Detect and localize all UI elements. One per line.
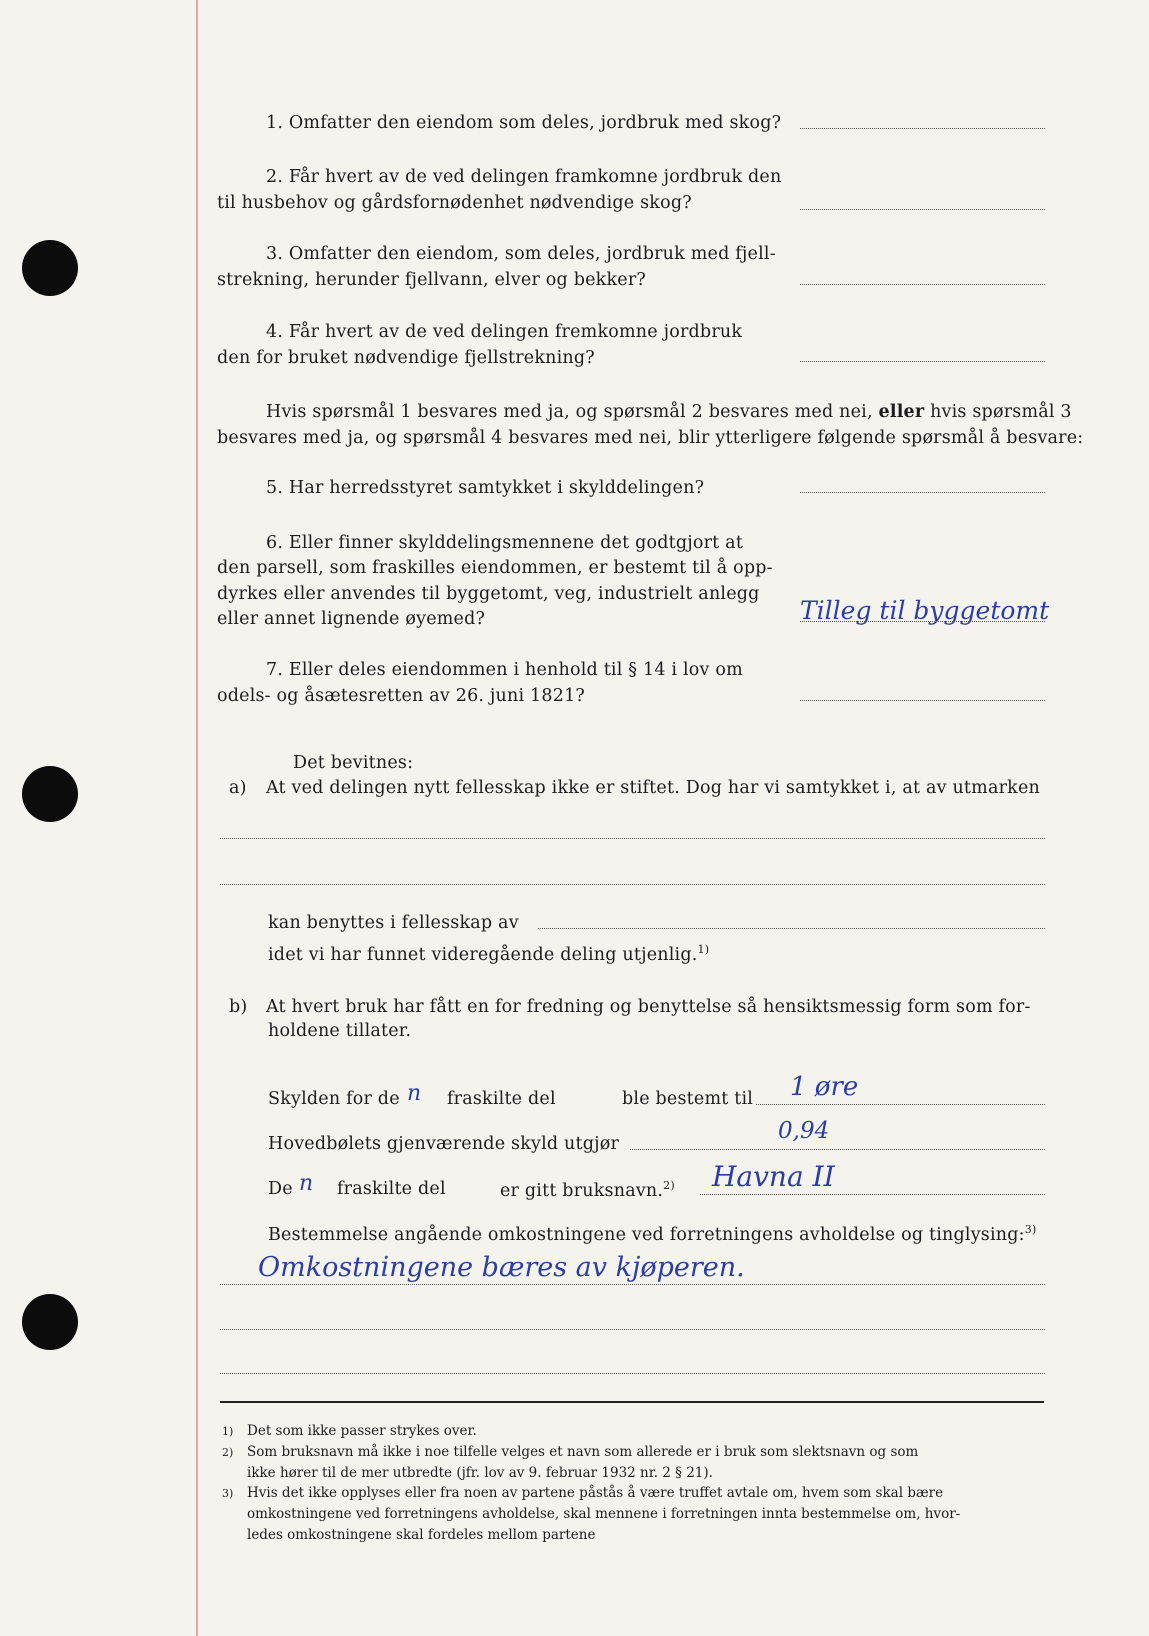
margin-line <box>196 0 198 1636</box>
question-3-line-2: strekning, herunder fjellvann, elver og bekker? <box>217 270 646 290</box>
answer-line-4[interactable] <box>800 361 1045 362</box>
division-found-label: idet vi har funnet videregående deling utjenlig. <box>268 944 698 965</box>
bruk-line[interactable] <box>700 1194 1045 1195</box>
utmark-line-1[interactable] <box>220 838 1045 839</box>
skyld-label-1: Skylden for de <box>268 1089 400 1109</box>
footnote-ref-1: 1) <box>697 943 710 956</box>
bestem-line-1[interactable] <box>220 1284 1045 1285</box>
answer-line-6[interactable] <box>800 621 1045 622</box>
skyld-value: 1 øre <box>790 1072 859 1102</box>
certify-a-label: a) <box>229 778 247 798</box>
footnote-1-mark: 1) <box>222 1425 234 1438</box>
question-2-line-1: 2. Får hvert av de ved delingen framkomne jordbruk den <box>266 167 782 187</box>
footnote-ref-2: 2) <box>663 1179 675 1192</box>
answer-line-7[interactable] <box>800 700 1045 701</box>
question-6-handwritten-answer: Tilleg til byggetomt <box>800 596 1050 625</box>
answer-line-3[interactable] <box>800 284 1045 285</box>
footnote-2-line-2: ikke hører til de mer utbredte (jfr. lov av 9. februar 1932 nr. 2 § 21). <box>247 1465 713 1481</box>
bruk-handwritten-n: n <box>299 1171 314 1196</box>
question-6-line-2: den parsell, som fraskilles eiendommen, er bestemt til å opp- <box>217 558 773 578</box>
question-4-line-1: 4. Får hvert av de ved delingen fremkomne jordbruk <box>266 322 743 342</box>
skyld-label-3: ble bestemt til <box>622 1089 754 1109</box>
bestem-value: Omkostningene bæres av kjøperen. <box>258 1252 745 1283</box>
bruk-label-3 <box>500 1179 675 1201</box>
condition-line-1 <box>266 402 1072 422</box>
footnote-2-mark: 2) <box>222 1446 234 1459</box>
footnote-3-mark: 3) <box>222 1487 234 1500</box>
bestem-label <box>268 1223 1036 1245</box>
certify-b-line-2: holdene tillater. <box>268 1021 412 1041</box>
question-7-line-2: odels- og åsætesretten av 26. juni 1821? <box>217 686 585 706</box>
footnote-3-line-1: Hvis det ikke opplyses eller fra noen av partene påstås å være truffet avtale om, hvem som skal bære <box>247 1485 944 1501</box>
question-3-line-1: 3. Omfatter den eiendom, som deles, jordbruk med fjell- <box>266 244 776 264</box>
utmark-line-2[interactable] <box>220 884 1045 885</box>
answer-line-5[interactable] <box>800 492 1045 493</box>
hoved-value: 0,94 <box>778 1118 830 1144</box>
question-4-line-2: den for bruket nødvendige fjellstrekning? <box>217 348 595 368</box>
footnote-1-line-1: Det som ikke passer strykes over. <box>247 1423 477 1439</box>
question-6-line-4: eller annet lignende øyemed? <box>217 609 486 629</box>
common-use-line[interactable] <box>538 928 1045 929</box>
condition-pre: Hvis spørsmål 1 besvares med ja, og spørsmål 2 besvares med nei, <box>266 402 873 422</box>
certify-heading: Det bevitnes: <box>293 753 414 773</box>
skyld-handwritten-n: n <box>407 1081 422 1106</box>
punch-hole-bottom <box>22 1294 78 1350</box>
question-6-line-1: 6. Eller finner skylddelingsmennene det godtgjort at <box>266 533 744 553</box>
bestem-label-text: Bestemmelse angående omkostningene ved forretningens avholdelse og tinglysing: <box>268 1224 1025 1245</box>
bestem-line-3[interactable] <box>220 1373 1045 1374</box>
certify-b-line-1: At hvert bruk har fått en for fredning og benyttelse så hensiktsmessig form som for- <box>266 997 1031 1017</box>
condition-post: hvis spørsmål 3 <box>930 402 1072 422</box>
hoved-line[interactable] <box>630 1149 1045 1150</box>
footnote-2-line-1: Som bruksnavn må ikke i noe tilfelle velges et navn som allerede er i bruk som slektsnavn og som <box>247 1444 919 1460</box>
division-found-text <box>268 943 709 965</box>
footnote-separator <box>220 1401 1044 1403</box>
skyld-label-2: fraskilte del <box>447 1089 556 1109</box>
footnote-3-line-3: ledes omkostningene skal fordeles mellom partene <box>247 1527 596 1543</box>
hoved-label: Hovedbølets gjenværende skyld utgjør <box>268 1134 620 1154</box>
certify-a-text: At ved delingen nytt fellesskap ikke er stiftet. Dog har vi samtykket i, at av utmarken <box>266 778 1040 798</box>
certify-b-label: b) <box>229 997 248 1017</box>
question-6-line-3: dyrkes eller anvendes til byggetomt, veg, industrielt anlegg <box>217 584 760 604</box>
bruk-value: Havna II <box>712 1160 835 1193</box>
question-1: 1. Omfatter den eiendom som deles, jordbruk med skog? <box>266 113 782 133</box>
bruk-label-2: fraskilte del <box>337 1179 446 1199</box>
condition-line-2: besvares med ja, og spørsmål 4 besvares med nei, blir ytterligere følgende spørsmål å besvare: <box>217 428 1084 448</box>
condition-bold: eller <box>878 402 925 422</box>
question-2-line-2: til husbehov og gårdsfornødenhet nødvendige skog? <box>217 193 692 213</box>
footnote-3-line-2: omkostningene ved forretningens avholdelse, skal mennene i forretningen innta bestemmelse om, hvor- <box>247 1506 961 1522</box>
question-7-line-1: 7. Eller deles eiendommen i henhold til § 14 i lov om <box>266 660 743 680</box>
question-5: 5. Har herredsstyret samtykket i skylddelingen? <box>266 478 705 498</box>
bestem-line-2[interactable] <box>220 1329 1045 1330</box>
answer-line-1[interactable] <box>800 128 1045 129</box>
answer-line-2[interactable] <box>800 209 1045 210</box>
punch-hole-middle <box>22 766 78 822</box>
common-use-label: kan benyttes i fellesskap av <box>268 913 519 933</box>
punch-hole-top <box>22 240 78 296</box>
bruk-label-text: er gitt bruksnavn. <box>500 1180 664 1201</box>
skyld-line[interactable] <box>756 1104 1045 1105</box>
footnote-ref-3: 3) <box>1024 1223 1037 1236</box>
bruk-label-1: De <box>268 1179 293 1199</box>
